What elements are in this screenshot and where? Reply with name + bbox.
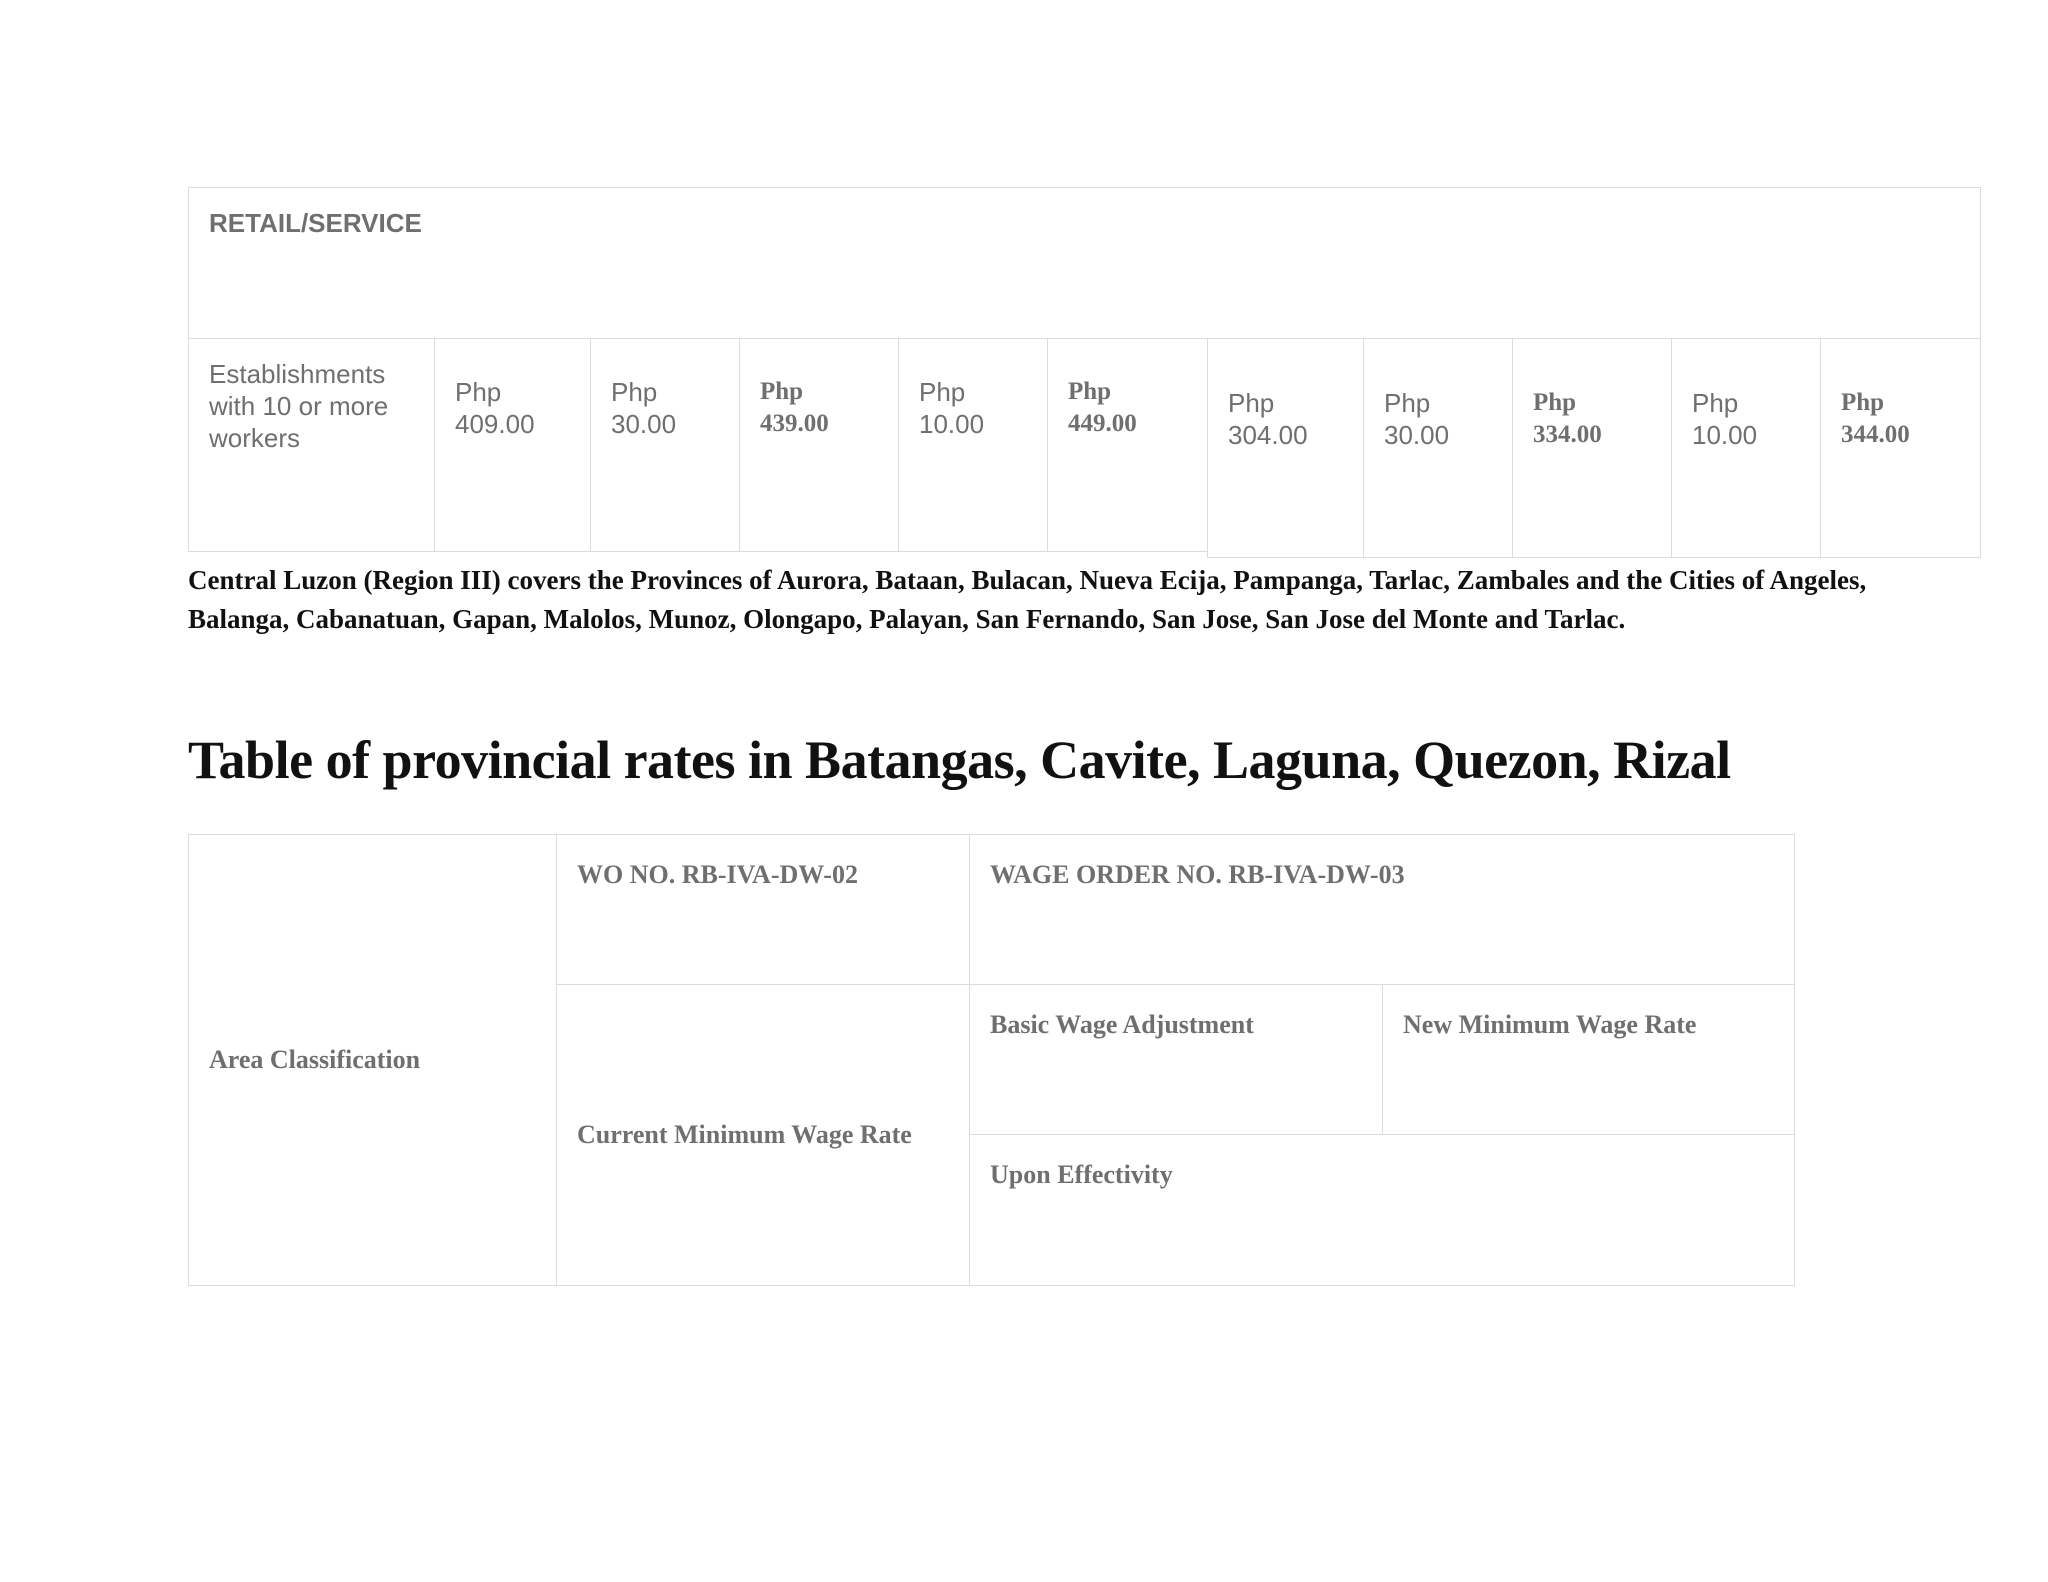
rate-amount: 439.00 bbox=[760, 410, 829, 437]
rate-amount: 334.00 bbox=[1533, 421, 1602, 448]
rate-amount: 10.00 bbox=[1692, 420, 1758, 450]
rate-amount: 30.00 bbox=[611, 409, 677, 439]
rate-cell bbox=[1820, 338, 1981, 558]
rate-cell bbox=[1363, 338, 1513, 558]
current-min-wage-label: Current Minimum Wage Rate bbox=[577, 1120, 912, 1149]
rate-currency: Php bbox=[1533, 389, 1577, 416]
rate-amount: 449.00 bbox=[1068, 410, 1137, 437]
new-min-wage-header: New Minimum Wage Rate bbox=[1382, 984, 1795, 1135]
basic-wage-adjustment-header: Basic Wage Adjustment bbox=[969, 984, 1383, 1135]
rate-currency: Php bbox=[1692, 388, 1739, 418]
rate-cell bbox=[1671, 338, 1821, 558]
rate-amount: 304.00 bbox=[1228, 420, 1308, 450]
retail-service-header: RETAIL/SERVICE bbox=[188, 187, 1981, 339]
rate-cell bbox=[1512, 338, 1672, 558]
rate-currency: Php bbox=[611, 377, 658, 407]
rate-currency: Php bbox=[1068, 378, 1112, 405]
area-classification-header bbox=[188, 834, 557, 1286]
rate-currency: Php bbox=[760, 378, 804, 405]
area-classification-label: Area Classification bbox=[209, 1045, 421, 1074]
provincial-rates-heading: Table of provincial rates in Batangas, Cavite, Laguna, Quezon, Rizal bbox=[188, 730, 1731, 790]
rate-currency: Php bbox=[455, 377, 502, 407]
rate-currency: Php bbox=[1841, 389, 1885, 416]
rate-amount: 30.00 bbox=[1384, 420, 1450, 450]
rate-cell bbox=[1047, 338, 1208, 552]
rate-amount: 344.00 bbox=[1841, 421, 1910, 448]
rate-amount: 409.00 bbox=[455, 409, 535, 439]
rate-cell bbox=[590, 338, 740, 552]
rate-currency: Php bbox=[1384, 388, 1431, 418]
rate-cell bbox=[1207, 338, 1364, 558]
rate-cell bbox=[898, 338, 1048, 552]
rate-currency: Php bbox=[919, 377, 966, 407]
rate-amount: 10.00 bbox=[919, 409, 985, 439]
central-luzon-note: Central Luzon (Region III) covers the Provinces of Aurora, Bataan, Bulacan, Nueva Ecija, Pampanga, Tarlac, Zambales and the Cities of Angeles, Balanga, Cabanatuan, Gapan, Malolos, Munoz, Olongapo, Palayan, San Fernando, San Jose, San Jose del Monte and Tarlac. bbox=[188, 565, 1867, 634]
wage-order-no-header: WAGE ORDER NO. RB-IVA-DW-03 bbox=[969, 834, 1795, 985]
upon-effectivity-header: Upon Effectivity bbox=[969, 1134, 1795, 1286]
rate-currency: Php bbox=[1228, 388, 1275, 418]
row-label: Establishments with 10 or more workers bbox=[209, 359, 389, 453]
row-label-cell bbox=[188, 338, 435, 552]
wo-no-header: WO NO. RB-IVA-DW-02 bbox=[556, 834, 970, 985]
current-min-wage-header bbox=[556, 984, 970, 1286]
rate-cell bbox=[739, 338, 899, 552]
rate-cell bbox=[434, 338, 591, 552]
